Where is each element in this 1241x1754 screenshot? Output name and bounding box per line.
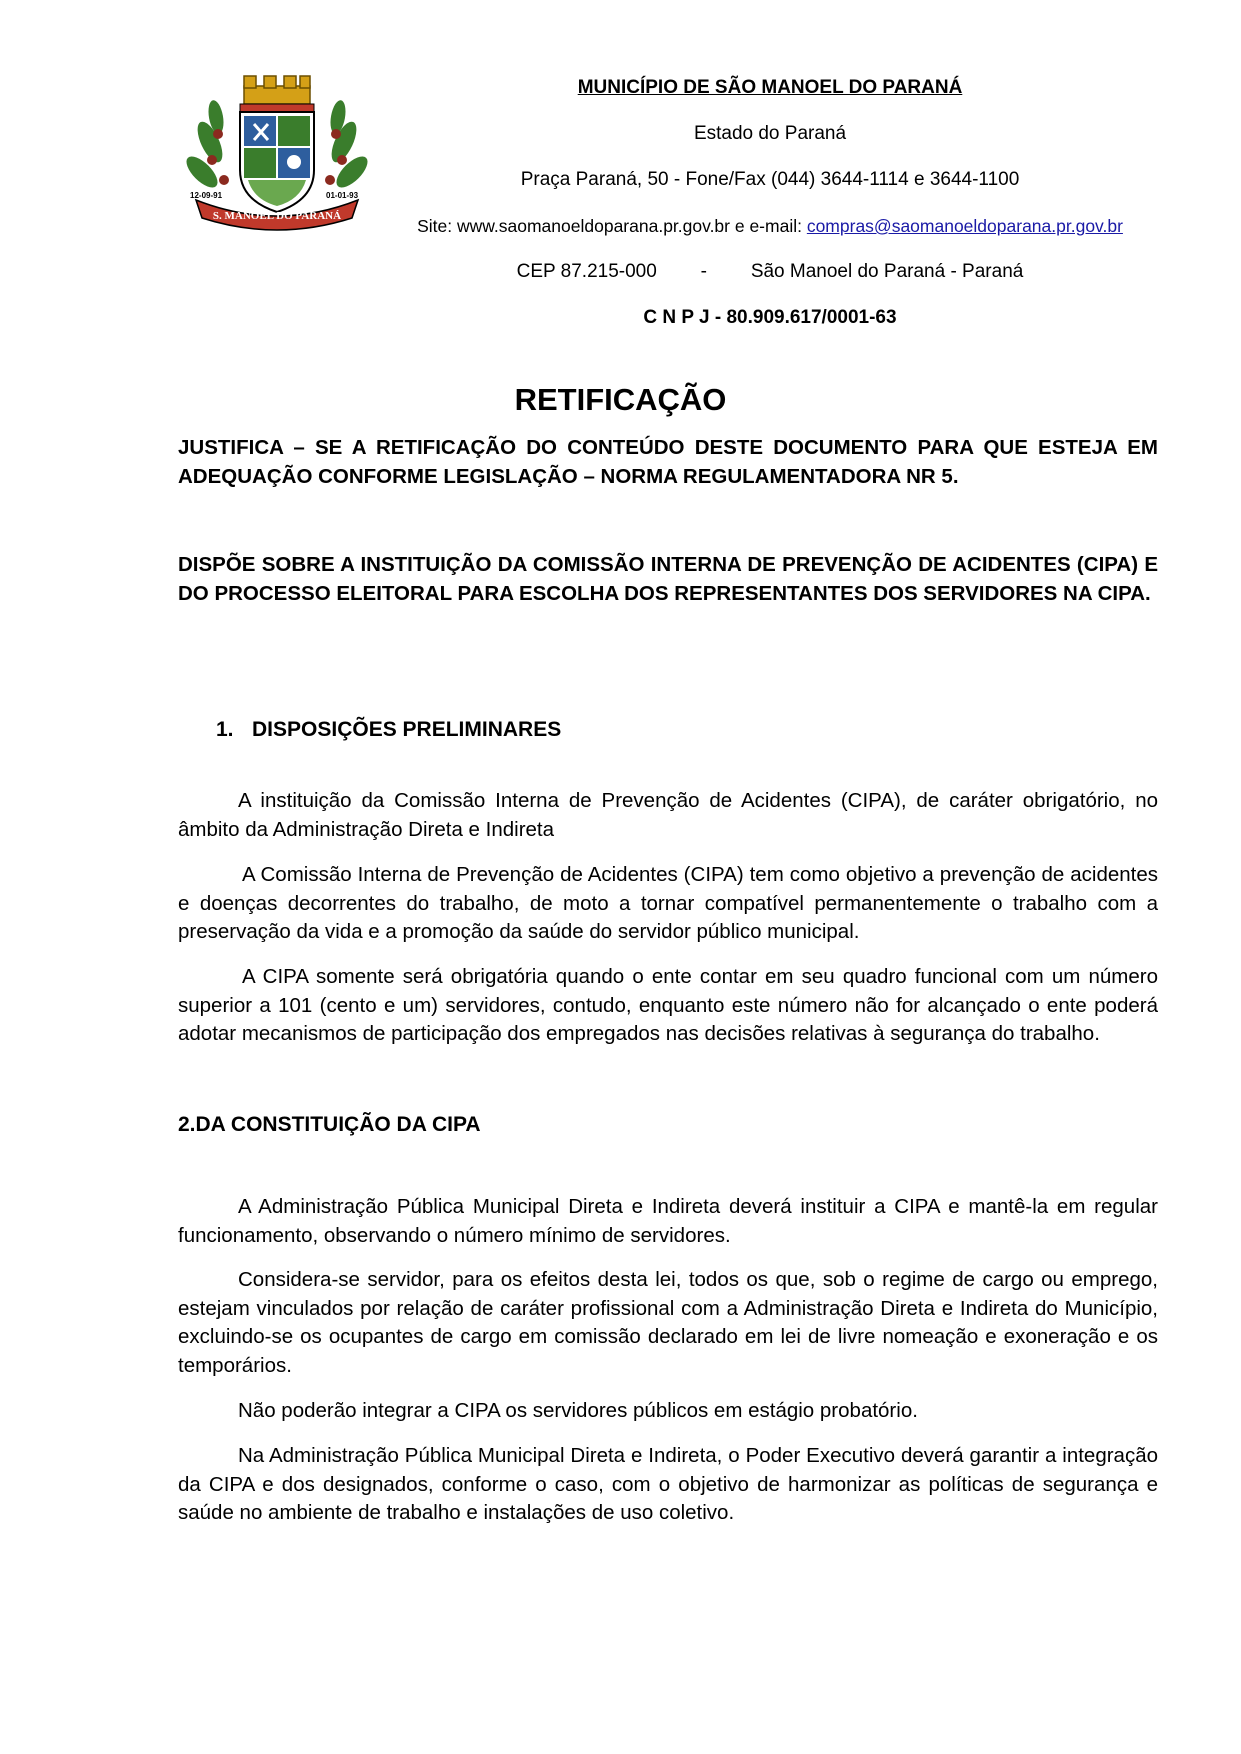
cep-line: [380, 260, 1160, 284]
site-text: Site: www.saomanoeldoparana.pr.gov.br e e-mail:: [417, 216, 807, 236]
logo-date-left: 12-09-91: [190, 191, 223, 200]
cnpj: C N P J - 80.909.617/0001-63: [643, 307, 897, 328]
municipal-coat-of-arms-logo: [182, 72, 372, 232]
site-email-line: [380, 214, 1160, 238]
section-2-paragraph: A Administração Pública Municipal Direta e Indireta deverá instituir a CIPA e mantê-la em regular funcionamento, observando o número mínimo de servidores.: [178, 1195, 1158, 1247]
section-2-paragraph: Não poderão integrar a CIPA os servidores públicos em estágio probatório.: [238, 1399, 918, 1422]
justification-text: JUSTIFICA – SE A RETIFICAÇÃO DO CONTEÚDO DESTE DOCUMENTO PARA QUE ESTEJA EM ADEQUAÇÃO CONFORME LEGISLAÇÃO – NORMA REGULAMENTADORA NR 5.: [178, 436, 1158, 488]
address-phone: Praça Paraná, 50 - Fone/Fax (044) 3644-1114 e 3644-1100: [520, 169, 1020, 190]
section-2-heading: 2.DA CONSTITUIÇÃO DA CIPA: [178, 1113, 481, 1136]
email-link[interactable]: compras@saomanoeldoparana.pr.gov.br: [806, 216, 1123, 236]
section-2-paragraph: Considera-se servidor, para os efeitos desta lei, todos os que, sob o regime de cargo ou emprego, estejam vinculados por relação de caráter profissional com a Administração Direta e Indireta do Município, excluindo-se os ocupantes de cargo em comissão declarado em lei de livre nomeação e exoneração e os temporários.: [178, 1268, 1158, 1377]
section-1-paragraph: A Comissão Interna de Prevenção de Acidentes (CIPA) tem como objetivo a prevenção de acidentes e doenças decorrentes do trabalho, de moto a tornar compatível permanentemente o trabalho com a preservação da vida e a promoção da saúde do servidor público municipal.: [178, 863, 1158, 943]
section-2-paragraph: Na Administração Pública Municipal Direta e Indireta, o Poder Executivo deverá garantir a integração da CIPA e dos designados, conforme o caso, com o objetivo de harmonizar as políticas de segurança e saúde no ambiente de trabalho e instalações de uso coletivo.: [178, 1444, 1158, 1524]
logo-date-right: 01-01-93: [326, 191, 359, 200]
city-text: São Manoel do Paraná - Paraná: [750, 261, 1024, 282]
subject-text: DISPÕE SOBRE A INSTITUIÇÃO DA COMISSÃO INTERNA DE PREVENÇÃO DE ACIDENTES (CIPA) E DO PROCESSO ELEITORAL PARA ESCOLHA DOS REPRESENTANTES DOS SERVIDORES NA CIPA.: [178, 553, 1158, 605]
section-1-number: 1.: [216, 718, 234, 741]
municipality-name: MUNICÍPIO DE SÃO MANOEL DO PARANÁ: [577, 77, 963, 98]
section-1-title: DISPOSIÇÕES PRELIMINARES: [252, 718, 562, 741]
section-1-paragraph: A CIPA somente será obrigatória quando o ente contar em seu quadro funcional com um número superior a 101 (cento e um) servidores, contudo, enquanto este número não for alcançado o ente poderá adotar mecanismos de participação dos empregados nas decisões relativas à segurança do trabalho.: [178, 965, 1158, 1045]
state-name: Estado do Paraná: [693, 123, 847, 144]
cep-separator: -: [700, 261, 707, 282]
document-title: RETIFICAÇÃO: [514, 382, 727, 417]
cep-text: CEP 87.215-000: [516, 261, 657, 282]
section-1-paragraph: A instituição da Comissão Interna de Prevenção de Acidentes (CIPA), de caráter obrigatório, no âmbito da Administração Direta e Indireta: [178, 789, 1158, 841]
logo-banner-text: S. MANOEL DO PARANÁ: [212, 210, 342, 222]
section-1-heading: [216, 715, 561, 744]
